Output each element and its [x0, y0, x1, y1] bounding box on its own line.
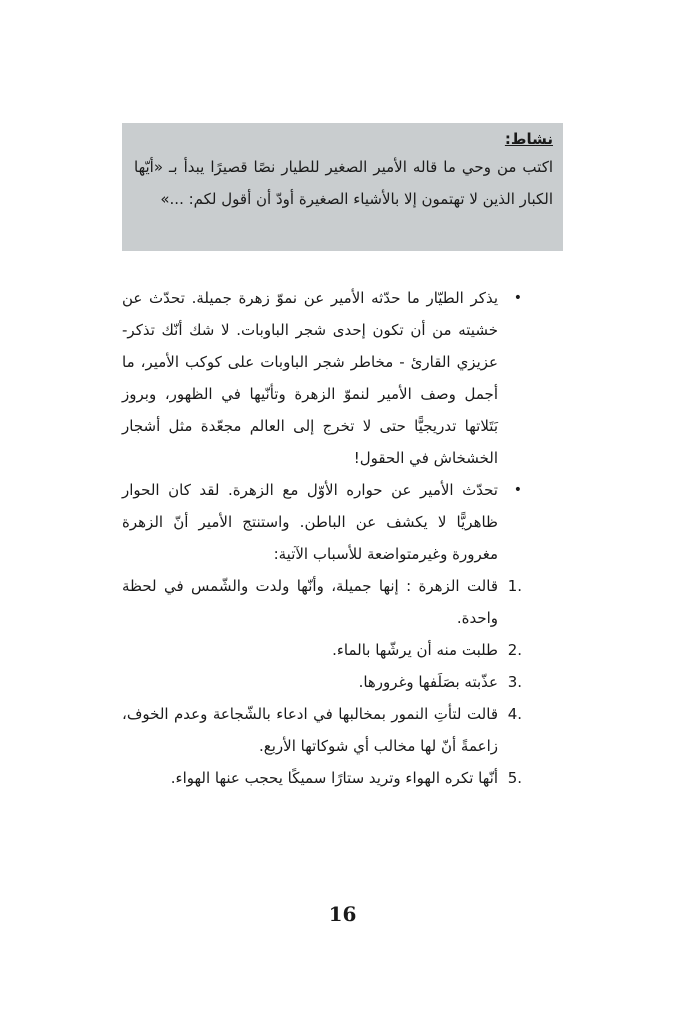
numbered-item [122, 698, 522, 762]
bullet-text: تحدّث الأمير عن حواره الأوّل مع الزهرة. لقد كان الحوار ظاهريًّا لا يكشف عن الباطن. واستنتج الأمير أنّ الزهرة مغرورة وغيرمتواضعة للأسباب الآتية: [122, 481, 498, 563]
item-number: 2. [507, 641, 522, 659]
bullet-item [122, 474, 522, 570]
item-number: 1. [507, 577, 522, 595]
page-number: 16 [328, 902, 357, 926]
numbered-item [122, 634, 522, 666]
bullet-item [122, 282, 522, 474]
bullet-icon: • [513, 290, 522, 306]
numbered-item [122, 570, 522, 634]
numbered-item [122, 762, 522, 794]
bullet-icon: • [513, 482, 522, 498]
item-number: 3. [507, 673, 522, 691]
item-text: طلبت منه أن يرشّها بالماء. [332, 641, 498, 659]
numbered-item [122, 666, 522, 698]
activity-text: اكتب من وحي ما قاله الأمير الصغير للطيار نصًا قصيرًا يبدأ بـ «أيّها الكبار الذين لا تهتمون إلا بالأشياء الصغيرة أودّ أن أقول لكم: ...» [134, 158, 553, 208]
item-number: 5. [507, 769, 522, 787]
item-text: قالت الزهرة : إنها جميلة، وأنّها ولدت والشّمس في لحظة واحدة. [122, 577, 498, 627]
main-content [122, 282, 522, 794]
item-number: 4. [507, 705, 522, 723]
activity-box [122, 123, 563, 251]
activity-title: نشاط: [504, 130, 553, 148]
item-text: قالت لتأتِ النمور بمخالبها في ادعاء بالشّجاعة وعدم الخوف، زاعمةً أنّ لها مخالب أي شوكاتها الأربع. [122, 705, 498, 755]
bullet-text: يذكر الطيّار ما حدّثه الأمير عن نموّ زهرة جميلة. تحدّث عن خشيته من أن تكون إحدى شجر الباوبات. لا شك أنّك تذكر- عزيزي القارئ - مخاطر شجر الباوبات على كوكب الأمير، ما أجمل وصف الأمير لنموّ الزهرة وتأنّيها في الظهور، وبروز بَتَلاتها تدريجيًّا حتى لا تخرج إلى العالم مجعّدة مثل أشجار الخشخاش في الحقول! [122, 289, 498, 467]
item-text: أنّها تكره الهواء وتريد ستارًا سميكًا يحجب عنها الهواء. [170, 769, 498, 787]
item-text: عذّبته بصَلَفها وغرورها. [358, 673, 498, 691]
